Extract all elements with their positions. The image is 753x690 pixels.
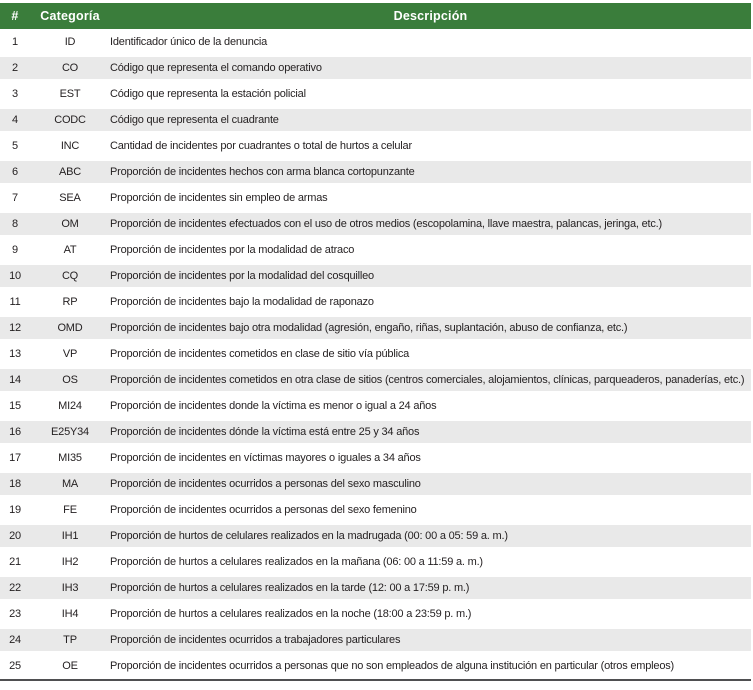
- row-category-cell: SEA: [30, 185, 110, 211]
- table-row: [0, 341, 751, 367]
- table-header: [0, 3, 751, 29]
- table-row: [0, 419, 751, 445]
- row-number-cell: 16: [0, 419, 30, 445]
- row-number-cell: 9: [0, 237, 30, 263]
- row-description-cell: Proporción de incidentes donde la víctima es menor o igual a 24 años: [110, 393, 751, 419]
- row-number-cell: 8: [0, 211, 30, 237]
- row-description-cell: Proporción de hurtos de celulares realizados en la madrugada (00: 00 a 05: 59 a. m.): [110, 523, 751, 549]
- row-description-cell: Proporción de incidentes bajo la modalidad de raponazo: [110, 289, 751, 315]
- row-number-cell: 11: [0, 289, 30, 315]
- table-row: [0, 523, 751, 549]
- row-description-cell: Proporción de incidentes dónde la víctima está entre 25 y 34 años: [110, 419, 751, 445]
- row-category-cell: E25Y34: [30, 419, 110, 445]
- row-category-cell: EST: [30, 81, 110, 107]
- row-description-cell: Proporción de hurtos a celulares realizados en la mañana (06: 00 a 11:59 a. m.): [110, 549, 751, 575]
- header-row: [0, 3, 751, 29]
- table-row: [0, 81, 751, 107]
- row-category-cell: MI24: [30, 393, 110, 419]
- row-number-cell: 2: [0, 55, 30, 81]
- row-description-cell: Proporción de incidentes bajo otra modalidad (agresión, engaño, riñas, suplantación, abuso de confianza, etc.): [110, 315, 751, 341]
- row-category-cell: INC: [30, 133, 110, 159]
- table-row: [0, 445, 751, 471]
- row-description-cell: Proporción de incidentes hechos con arma blanca cortopunzante: [110, 159, 751, 185]
- table-row: [0, 497, 751, 523]
- table-row: [0, 627, 751, 653]
- row-description-cell: Proporción de incidentes efectuados con el uso de otros medios (escopolamina, llave maestra, palancas, jeringa, etc.): [110, 211, 751, 237]
- row-number-cell: 6: [0, 159, 30, 185]
- row-category-cell: IH1: [30, 523, 110, 549]
- row-description-cell: Código que representa la estación policial: [110, 81, 751, 107]
- row-number-cell: 10: [0, 263, 30, 289]
- row-category-cell: MI35: [30, 445, 110, 471]
- row-number-cell: 4: [0, 107, 30, 133]
- row-description-cell: Proporción de incidentes por la modalidad de atraco: [110, 237, 751, 263]
- table-row: [0, 653, 751, 679]
- row-category-cell: AT: [30, 237, 110, 263]
- table-body: [0, 29, 751, 679]
- row-description-cell: Proporción de incidentes ocurridos a personas que no son empleados de alguna institución en particular (otros empleos): [110, 653, 751, 679]
- row-category-cell: TP: [30, 627, 110, 653]
- row-number-cell: 19: [0, 497, 30, 523]
- row-number-cell: 24: [0, 627, 30, 653]
- row-description-cell: Proporción de incidentes ocurridos a trabajadores particulares: [110, 627, 751, 653]
- row-category-cell: VP: [30, 341, 110, 367]
- row-number-cell: 14: [0, 367, 30, 393]
- row-category-cell: CQ: [30, 263, 110, 289]
- row-category-cell: CO: [30, 55, 110, 81]
- table-row: [0, 549, 751, 575]
- table-row: [0, 133, 751, 159]
- row-number-cell: 5: [0, 133, 30, 159]
- table-row: [0, 211, 751, 237]
- row-category-cell: OS: [30, 367, 110, 393]
- row-category-cell: IH2: [30, 549, 110, 575]
- row-category-cell: FE: [30, 497, 110, 523]
- row-category-cell: CODC: [30, 107, 110, 133]
- column-header-descripcion: Descripción: [110, 3, 751, 29]
- row-description-cell: Cantidad de incidentes por cuadrantes o total de hurtos a celular: [110, 133, 751, 159]
- table-row: [0, 367, 751, 393]
- table-row: [0, 237, 751, 263]
- row-category-cell: OMD: [30, 315, 110, 341]
- row-category-cell: IH3: [30, 575, 110, 601]
- row-description-cell: Proporción de incidentes ocurridos a personas del sexo femenino: [110, 497, 751, 523]
- row-category-cell: OM: [30, 211, 110, 237]
- row-description-cell: Identificador único de la denuncia: [110, 29, 751, 55]
- row-description-cell: Proporción de incidentes cometidos en otra clase de sitios (centros comerciales, alojamientos, clínicas, parqueaderos, panaderías, etc.): [110, 367, 751, 393]
- table-row: [0, 393, 751, 419]
- row-description-cell: Proporción de hurtos a celulares realizados en la noche (18:00 a 23:59 p. m.): [110, 601, 751, 627]
- table-row: [0, 471, 751, 497]
- row-description-cell: Código que representa el comando operativo: [110, 55, 751, 81]
- row-number-cell: 15: [0, 393, 30, 419]
- row-number-cell: 3: [0, 81, 30, 107]
- row-category-cell: ID: [30, 29, 110, 55]
- row-category-cell: RP: [30, 289, 110, 315]
- row-number-cell: 22: [0, 575, 30, 601]
- row-number-cell: 20: [0, 523, 30, 549]
- row-category-cell: OE: [30, 653, 110, 679]
- table-row: [0, 575, 751, 601]
- row-number-cell: 17: [0, 445, 30, 471]
- row-description-cell: Proporción de incidentes por la modalidad del cosquilleo: [110, 263, 751, 289]
- row-category-cell: MA: [30, 471, 110, 497]
- row-number-cell: 7: [0, 185, 30, 211]
- row-description-cell: Proporción de hurtos a celulares realizados en la tarde (12: 00 a 17:59 p. m.): [110, 575, 751, 601]
- row-number-cell: 23: [0, 601, 30, 627]
- row-number-cell: 12: [0, 315, 30, 341]
- table-row: [0, 289, 751, 315]
- row-description-cell: Proporción de incidentes ocurridos a personas del sexo masculino: [110, 471, 751, 497]
- row-description-cell: Proporción de incidentes sin empleo de armas: [110, 185, 751, 211]
- table-row: [0, 315, 751, 341]
- row-number-cell: 1: [0, 29, 30, 55]
- row-number-cell: 13: [0, 341, 30, 367]
- table-row: [0, 185, 751, 211]
- row-number-cell: 25: [0, 653, 30, 679]
- row-number-cell: 21: [0, 549, 30, 575]
- table-row: [0, 263, 751, 289]
- row-description-cell: Código que representa el cuadrante: [110, 107, 751, 133]
- table-row: [0, 159, 751, 185]
- row-number-cell: 18: [0, 471, 30, 497]
- row-description-cell: Proporción de incidentes en víctimas mayores o iguales a 34 años: [110, 445, 751, 471]
- table-row: [0, 55, 751, 81]
- row-category-cell: IH4: [30, 601, 110, 627]
- row-description-cell: Proporción de incidentes cometidos en clase de sitio vía pública: [110, 341, 751, 367]
- column-header-number: #: [0, 3, 30, 29]
- table-row: [0, 601, 751, 627]
- category-table: [0, 3, 751, 681]
- column-header-categoria: Categoría: [30, 3, 110, 29]
- row-category-cell: ABC: [30, 159, 110, 185]
- table-row: [0, 107, 751, 133]
- table-row: [0, 29, 751, 55]
